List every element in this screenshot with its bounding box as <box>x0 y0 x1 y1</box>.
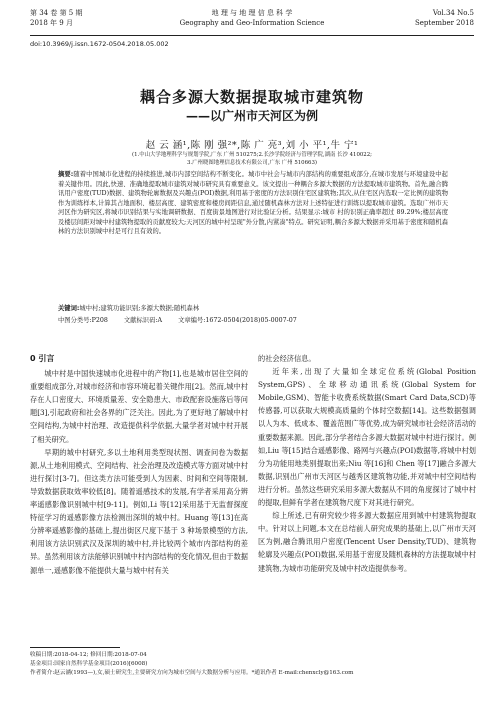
header-volume-en <box>415 8 474 28</box>
paper-subtitle: ——以广州市天河区为例 <box>185 109 318 123</box>
keywords-label: 关键词: <box>58 305 80 312</box>
author-list: 赵 云 涵¹,陈 刚 强²*,陈 广 亮³,刘 小 平¹,牛 宁¹ <box>145 140 359 151</box>
footnote-rule <box>30 647 120 648</box>
classification-line <box>58 316 448 325</box>
header-date-en: September 2018 <box>414 19 474 27</box>
document-code: 文献标识码:A <box>123 317 163 324</box>
running-header <box>30 8 474 34</box>
header-journal <box>30 8 474 28</box>
body-paragraph: 早期的城中村研究,多以土地利用类型现状图、调查问卷为数据源,从土地利用模式、空间结构、社会治理及改造模式等方面对城中村进行探讨[3-7]。但这类方法可能受到人为因素、时间和空间等限制,导致数据获取效率较低[8]。随着遥感技术的发展,有学者采用高分辨率遥感影像识别城中村[9-11]。例如,Li 等[12]采用基于无监督探度特征学习的遥感影像方法检测出深圳的城中村。Huang 等[13]在高分辨率遥感影像的基础上,提出街区尺度下基于 3 种场景模型的方法,利用该方法识别武汉及深圳的城中村,并比较两个城市内部结构的差异。虽然利用该方法能够识别城中村内部结构的变化情况,但由于数据源单一,遥感影像不能提供大量与城中村有关 <box>30 447 248 575</box>
clc-number: 中图分类号:P208 <box>58 317 108 324</box>
header-volume-issue: 第 34 卷 第 5 期 <box>30 9 83 17</box>
affiliation-line-2: 3.广州晓图地理信息技术有限公司,广东 广州 510663) <box>187 160 317 166</box>
affiliation-line-1: (1.中山大学地理科学与规划学院,广东 广州 510275;2.长沙学院经济与管理学院,湖南 长沙 410022; <box>132 152 372 158</box>
body-paragraph: 城中村是中国快速城市化进程中的产物[1],也是城市居住空间的重要组成部分,对城市经济和市容环境起着关键作用[2]。然而,城中村存在人口密度大、环境质量差、安全隐患大、市政配套设施落后等问题[3],引起政府和社会各界的广泛关注。因此,为了更好地了解城中村空间结构,为城中村治理、改造提供科学依据,大量学者对城中村开展了相关研究。 <box>30 369 248 444</box>
article-number: 文章编号:1672-0504(2018)05-0007-07 <box>178 317 297 324</box>
keywords-text: 城中村;建筑功能识别;多源大数据;随机森林 <box>79 305 200 312</box>
abstract-text: 随着中国城市化进程的持续推进,城市内部空间结构不断变化。城市中社会与城市内部结构的重要组成部分,在城市发展与环境建设中起着关键作用。因此,快速、准确地提取城市建筑对城市研究具有重要意义。该文提出一种耦合多源大数据的方法提取城市建筑物。首先,融合腾讯用户密度(TUD)数据、建筑物轮廓数据及兴趣点(POI)数据,利用基于密度的方法识别住宅区建筑物;其次,从住宅区内选取一定比例的建筑物作为训练样本,计算其占地面积、楼层高度、建筑密度和楼房间距信息,通过随机森林方法对上述特征进行训练以提取城市建筑。选取广州市天河区作为研究区,将城市识别结果与实地调研数据、百度街景地图进行对比验证分析。结果显示:城市 村的识别正确率超过 89.29%;楼层高度及楼层间距对城中村建筑物提取的贡献度较大;天河区的城中村呈现"外分散,内紧凑"特点。研究证明,耦合多源大数据并采用基于密度和随机森林的方法识别城中村是可行且有效的。 <box>58 171 448 235</box>
doi-line: doi:10.3969/j.issn.1672-0504.2018.05.002 <box>30 40 169 48</box>
header-date-cn: 2018 年 9 月 <box>30 19 73 27</box>
footnote-received: 收稿日期:2018-04-12; 修回日期:2018-07-04 <box>30 652 147 658</box>
body-paragraph: 的社会经济信息。 <box>258 354 316 363</box>
abstract <box>58 170 448 237</box>
keywords <box>58 304 448 313</box>
body-column-left <box>30 352 248 577</box>
section-heading-intro: 0 引言 <box>30 354 55 363</box>
paper-title: 耦合多源大数据提取城市建筑物 <box>139 88 364 106</box>
footnote-author: 作者简介:赵云涵(1993—),女,硕士研究生,主要研究方向为城市空间与大数据分析与应用。*通讯作者 E-mail:chenxcly@163.com <box>30 670 354 676</box>
header-vol-no: Vol.34 No.5 <box>432 9 474 17</box>
header-rule <box>30 35 474 36</box>
abstract-label: 摘要: <box>58 171 74 178</box>
body-paragraph: 近年来,出现了大量如全球定位系统(Global Position System,GPS)、全球移动通讯系统(Global System for Mobile,GSM)、智能卡收费系统数据(Smart Card Data,SCD)等传感器,可以获取大规模高质量的个体时空数据[14]。这些数据强调以人为本、低成本、覆盖范围广等优势,成为研究城市社会经济活动的重要数据来源。因此,部分学者结合多源大数据对城中村进行探讨。例如,Liu 等[15]结合遥感影像、路网与兴趣点(POI)数据等,将城中村划分为功能用地类别提取出来;Niu 等[16]和 Chen 等[17]融合多源大数据,识别出广州市天河区与越秀区建筑物功能,并对城中村空间结构进行分析。虽然这些研究采用多源大数据从不同的角度探讨了城中村的提取,但鲜有学者在建筑物尺度下对其进行研究。 <box>258 367 476 508</box>
body-column-right <box>258 352 476 575</box>
footnote-funding: 基金项目:国家自然科学基金项目(2016)[6008) <box>30 661 148 667</box>
header-journal-en: Geography and Geo-Information Science <box>179 19 325 27</box>
body-paragraph: 综上所述,已有研究较少将多源大数据应用到城中村建筑物提取中。针对以上问题,本文在总结前人研究成果的基础上,以广州市天河区为例,融合腾讯用户密度(Tencent User Density,TUD)、建筑物轮廓及兴趣点(POI)数据,采用基于密度及随机森林的方法提取城中村建筑物,为城市功能研究及城中村改造提供参考。 <box>258 511 476 573</box>
header-journal-cn: 地 理 与 地 理 信 息 科 学 <box>211 9 293 17</box>
